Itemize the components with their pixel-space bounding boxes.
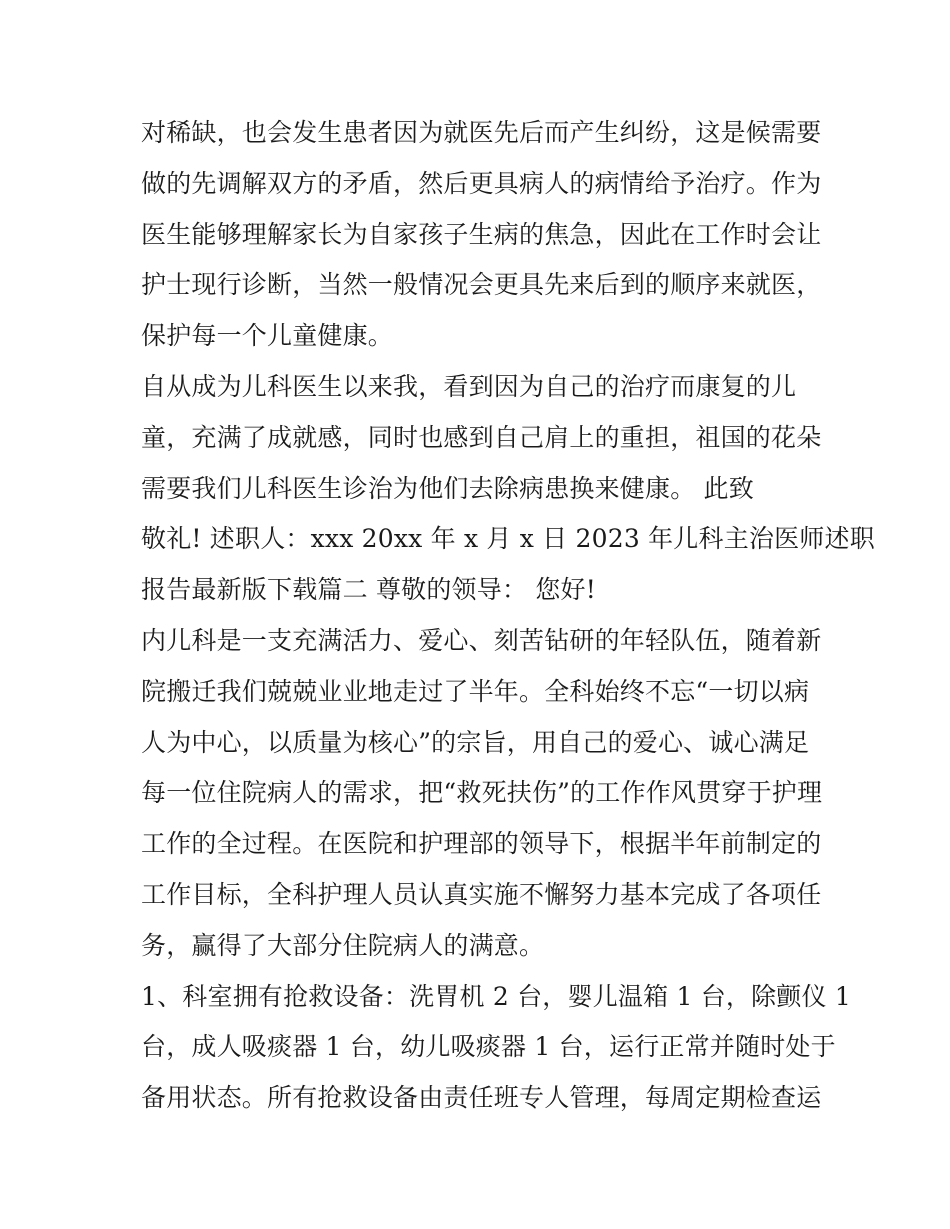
- text-line: 做的先调解双方的矛盾，然后更具病人的病情给予治疗。作为: [141, 168, 822, 198]
- paragraph-4: [141, 972, 851, 1124]
- text-line: 备用状态。所有抢救设备由责任班专人管理，每周定期检查运: [141, 1083, 822, 1113]
- text-line: 敬礼! 述职人：xxx 20xx 年 x 月 x 日 2023 年儿科主治医师述职: [141, 524, 875, 554]
- text-line: 报告最新版下载篇二 尊敬的领导： 您好!: [141, 575, 596, 605]
- text-line: 对稀缺，也会发生患者因为就医先后而产生纠纷，这是候需要: [141, 118, 822, 147]
- paragraph-1: [141, 108, 821, 362]
- text-line: 医生能够理解家长为自家孩子生病的焦急，因此在工作时会让: [141, 219, 822, 249]
- text-line: 需要我们儿科医生诊治为他们去除病患换来健康。 此致: [141, 473, 754, 503]
- text-line: 工作的全过程。在医院和护理部的领导下，根据半年前制定的: [141, 829, 822, 859]
- text-line: 童，充满了成就感，同时也感到自己肩上的重担，祖国的花朵: [141, 422, 822, 452]
- text-line: 自从成为儿科医生以来我，看到因为自己的治疗而康复的儿: [141, 371, 797, 401]
- text-line: 每一位住院病人的需求，把“救死扶伤”的工作作风贯穿于护理: [141, 778, 823, 808]
- paragraph-3: [141, 616, 821, 972]
- text-line: 工作目标，全科护理人员认真实施不懈努力基本完成了各项任: [141, 879, 822, 909]
- text-line: 1、科室拥有抢救设备：洗胃机 2 台，婴儿温箱 1 台，除颤仪 1: [141, 981, 851, 1011]
- text-line: 内儿科是一支充满活力、爱心、刻苦钻研的年轻队伍，随着新: [141, 625, 822, 655]
- text-line: 人为中心，以质量为核心”的宗旨，用自己的爱心、诚心满足: [141, 727, 810, 757]
- text-line: 保护每一个儿童健康。: [141, 321, 394, 351]
- text-line: 护士现行诊断，当然一般情况会更具先来后到的顺序来就医，: [141, 270, 822, 300]
- text-line: 务，赢得了大部分住院病人的满意。: [141, 930, 545, 960]
- paragraph-2: [141, 362, 875, 616]
- document-body: [141, 108, 875, 1124]
- text-line: 台，成人吸痰器 1 台，幼儿吸痰器 1 台，运行正常并随时处于: [141, 1032, 836, 1062]
- text-line: 院搬迁我们兢兢业业地走过了半年。全科始终不忘“一切以病: [141, 676, 810, 706]
